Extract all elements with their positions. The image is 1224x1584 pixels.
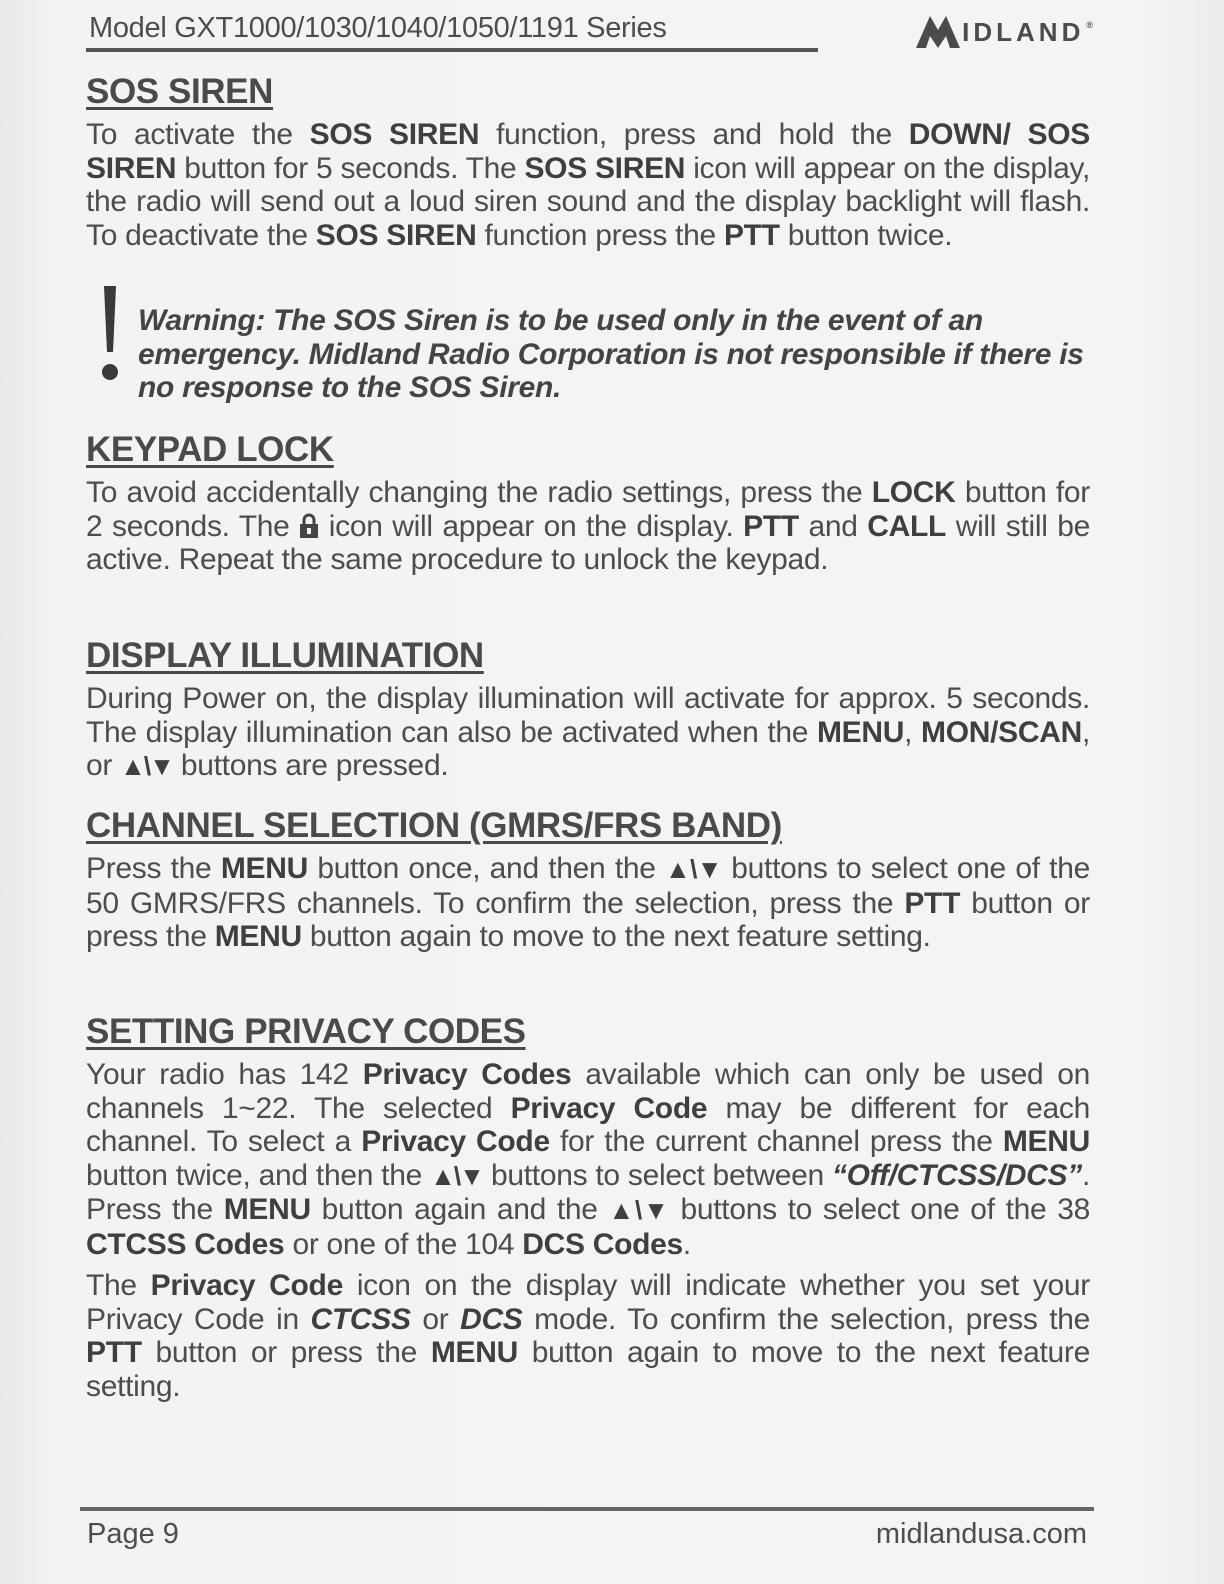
section-heading: CHANNEL SELECTION (GMRS/FRS BAND) <box>86 806 782 845</box>
website-link[interactable]: midlandusa.com <box>875 1518 1087 1550</box>
section-keypad-lock <box>86 430 1090 577</box>
section-body: During Power on, the display illumination will activate for approx. 5 seconds. The display illumination can also be activated when the MENU, MON/SCAN, or ▲\▼ buttons are pressed. <box>86 682 1090 782</box>
up-down-arrows-icon: ▲\▼ <box>665 854 722 884</box>
section-heading: DISPLAY ILLUMINATION <box>86 636 484 675</box>
header-rule <box>86 48 818 52</box>
section-privacy-codes <box>86 1012 1090 1403</box>
section-body: To avoid accidentally changing the radio settings, press the LOCK button for 2 seconds. The icon will appear on the display. PTT and CALL will still be active. Repeat the same procedure to unlock the keypad. <box>86 476 1091 576</box>
brand-registered: ® <box>1086 20 1096 30</box>
footer-rule <box>80 1507 1094 1511</box>
section-body: Your radio has 142 Privacy Codes available which can only be used on channels 1~22. The selected Privacy Code may be different for each channel. To select a Privacy Code for the current channel press the MENU button twice, and then the ▲\▼ buttons to select between “Off/CTCSS/DCS”. Press the MENU button again and the ▲\▼ buttons to select one of the 38 CTCSS Codes or one of the 104 DCS Codes. <box>86 1058 1091 1261</box>
exclamation-icon <box>98 284 122 384</box>
up-down-arrows-icon: ▲\▼ <box>608 1195 670 1225</box>
up-down-arrows-icon: ▲\▼ <box>120 751 173 781</box>
section-body-2: The Privacy Code icon on the display will indicate whether you set your Privacy Code in CTCSS or DCS mode. To confirm the selection, press the PTT button or press the MENU button again to move to the next feature setting. <box>86 1269 1091 1403</box>
page-number: Page 9 <box>87 1518 179 1550</box>
section-sos-siren <box>86 72 1090 252</box>
section-body: Press the MENU button once, and then the ▲\▼ buttons to select one of the 50 GMRS/FRS channels. To confirm the selection, press the PTT button or press the MENU button again to move to the next feature setting. <box>86 852 1090 953</box>
lock-icon <box>299 513 319 539</box>
up-down-arrows-icon: ▲\▼ <box>430 1160 483 1191</box>
brand-logo <box>916 14 1096 48</box>
section-channel-selection <box>86 806 1090 954</box>
section-heading: SETTING PRIVACY CODES <box>86 1012 526 1051</box>
section-display-illumination <box>86 636 1090 784</box>
midland-m-logo-icon <box>916 14 960 48</box>
page-header <box>86 8 1096 54</box>
header-title: Model GXT1000/1030/1040/1050/1191 Series <box>89 12 667 44</box>
warning-note <box>86 284 1090 404</box>
brand-name: IDLAND <box>962 17 1085 47</box>
section-heading: KEYPAD LOCK <box>86 430 334 469</box>
warning-text: Warning: The SOS Siren is to be used only in the event of an emergency. Midland Radio Corporation is not responsible if there is no response to the SOS Siren. <box>138 304 1084 404</box>
section-body: To activate the SOS SIREN function, press and hold the DOWN/ SOS SIREN button for 5 seconds. The SOS SIREN icon will appear on the display, the radio will send out a loud siren sound and the display backlight will flash. To deactivate the SOS SIREN function press the PTT button twice. <box>86 118 1090 252</box>
section-heading: SOS SIREN <box>86 72 274 111</box>
